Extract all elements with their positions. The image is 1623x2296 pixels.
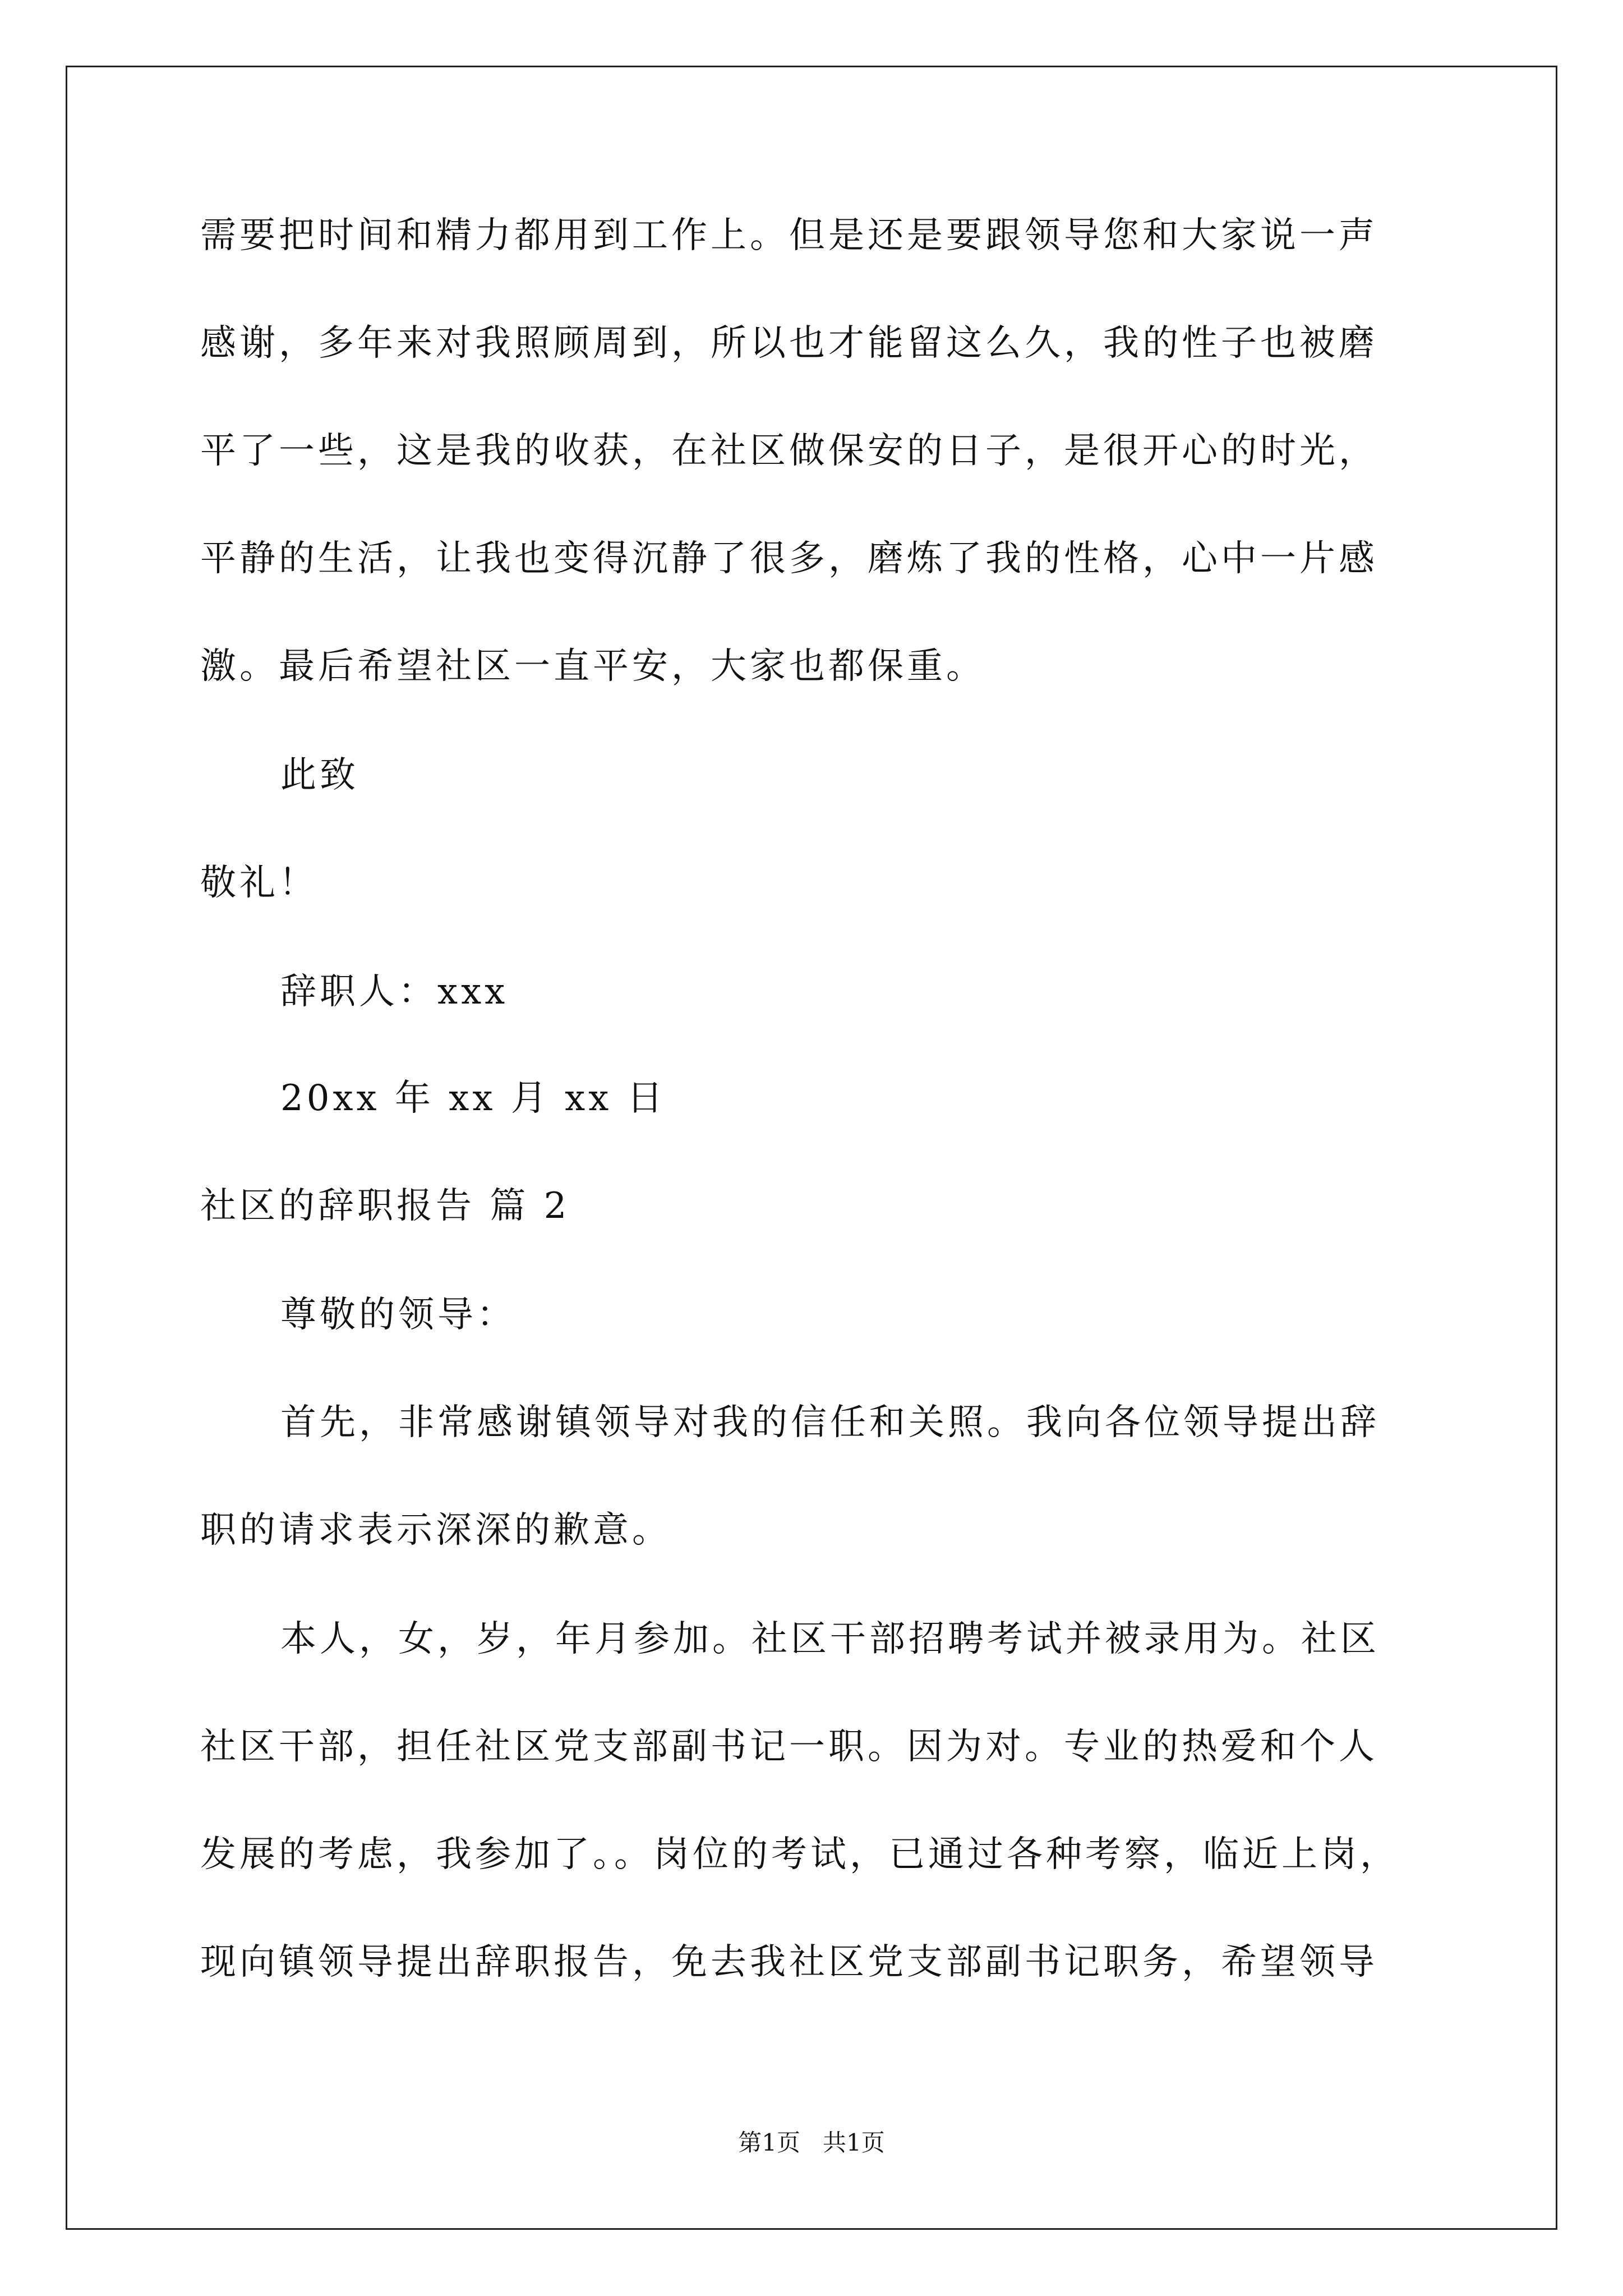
closing-regards: 敬礼！ (200, 862, 318, 904)
signature-name: 辞职人：xxx (280, 971, 509, 1013)
body-text-line: 发展的考虑，我参加了。。岗位的考试，已通过各种考察，临近上岗， (200, 1834, 1399, 1875)
section-heading: 社区的辞职报告 篇 2 (200, 1185, 570, 1227)
body-text-line: 社区干部，担任社区党支部副书记一职。因为对。专业的热爱和个人 (200, 1726, 1378, 1768)
body-text-line: 感谢，多年来对我照顾周到，所以也才能留这么久，我的性子也被磨 (200, 323, 1378, 364)
body-text-line: 本人，女，岁，年月参加。社区干部招聘考试并被录用为。社区 (280, 1618, 1380, 1660)
page-number-footer: 第1页 共1页 (738, 2129, 885, 2156)
body-text-line: 平了一些，这是我的收获，在社区做保安的日子，是很开心的时光， (200, 430, 1378, 472)
signature-date: 20xx 年 xx 月 xx 日 (280, 1078, 666, 1119)
body-text-line: 需要把时间和精力都用到工作上。但是还是要跟领导您和大家说一声 (200, 215, 1378, 256)
body-text-line: 激。最后希望社区一直平安，大家也都保重。 (200, 646, 985, 687)
closing-salutation: 此致 (280, 754, 359, 796)
body-text-line: 职的请求表示深深的歉意。 (200, 1510, 671, 1551)
page-border (66, 66, 1557, 2230)
body-text-line: 现向镇领导提出辞职报告，免去我社区党支部副书记职务，希望领导 (200, 1941, 1378, 1983)
greeting: 尊敬的领导： (280, 1294, 516, 1336)
body-text-line: 首先，非常感谢镇领导对我的信任和关照。我向各位领导提出辞 (280, 1402, 1380, 1443)
body-text-line: 平静的生活，让我也变得沉静了很多，磨炼了我的性格，心中一片感 (200, 538, 1378, 579)
